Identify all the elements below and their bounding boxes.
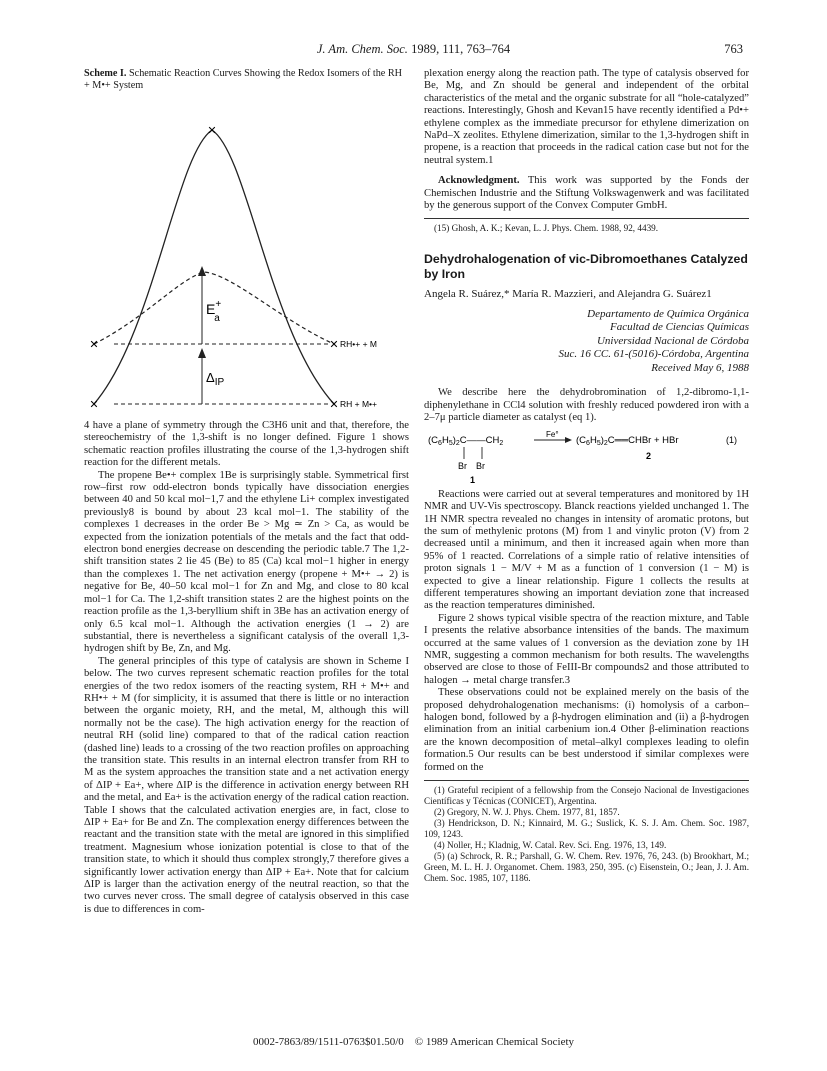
footnote-rule-article — [424, 780, 749, 781]
article-footnote: (3) Hendrickson, D. N.; Kinnaird, M. G.; Suslick, K. S. J. Am. Chem. Soc. 1987, 109, 1243. — [424, 818, 749, 840]
article-paragraph: Reactions were carried out at several temperatures and monitored by 1H NMR and UV-Vis spectroscopy. Blanck reactions yielded unchanged 1. The 1H NMR spectra revealed no changes in intensity of aromatic protons, but the sum of methylenic protons (M) from 1 and vinylic proton (V) from 2 decreased until a minimum, and then it increased again when more than 95% of 1 reacted. Correlations of a simple ratio of relative intensities of proton signals 1 − M/V + M as a function of 1 conversion (1 − M) is expected to give a linear relationship. Figure 1 collects the results at different temperatures showing an important deviation zone that increased as the reaction temperatures diminished. — [424, 488, 749, 612]
eq-arrow-head — [565, 437, 572, 443]
article-authors: Angela R. Suárez,* María R. Mazzieri, and Alejandra G. Suárez1 — [424, 288, 712, 301]
article-footnote: (2) Gregory, N. W. J. Phys. Chem. 1977, 81, 1857. — [434, 807, 620, 818]
journal-year-pages: 1989, 111, 763–764 — [411, 42, 511, 56]
page-footer — [0, 1036, 827, 1048]
right-top-paragraph: plexation energy along the reaction path. The type of catalysis observed for Be, Mg, and Zn should be general and independent of the orbital characteristics of the metal and the organic substrate for all “hole-catalyzed” reactions. Interestingly, Ghosh and Kevan15 have recently identified a Pd•+ ethylene complex as the immediate precursor for ethylene dimerization on NaPd–X zeolites. Ethylene dimerization, similar to the 1,3-hydrogen shift in propene, is a reaction that proceeds in the radical cation case but not for the neutral system.1 — [424, 68, 749, 166]
right-column — [424, 68, 749, 884]
scheme-caption-text: Schematic Reaction Curves Showing the Redox Isomers of the RH + M•+ System — [84, 68, 403, 91]
neutral-reaction-curve — [94, 130, 334, 404]
marker-right-upper: ✕ — [329, 339, 339, 351]
scheme-caption-label: Scheme I. — [84, 68, 127, 79]
equation-1 — [424, 429, 749, 487]
journal-citation — [0, 42, 827, 57]
article-intro: We describe here the dehydrobromination of 1,2-dibromo-1,1-diphenylethane in CCl4 solution with freshly reduced powdered iron with a 2–7μ particle diameter as catalyst (eq 1). — [424, 387, 749, 424]
journal-name: J. Am. Chem. Soc. — [316, 42, 408, 56]
ea-label: E+ a — [206, 299, 222, 324]
acknowledgment-label: Acknowledgment. — [438, 175, 520, 187]
marker-left-lower: ✕ — [89, 399, 99, 411]
article-title: Dehydrohalogenation of vic-Dibromoethanes Catalyzed by Iron — [424, 252, 748, 282]
upper-redox-label: RH•+ + M — [340, 339, 377, 349]
left-paragraph: 4 have a plane of symmetry through the C3H6 unit and that, therefore, the stereochemistry of the 1,3-shift is no longer defined. Figure 1 shows schematic reaction profiles illustrating the course of the 1,3-hydrogen shift reaction for the different metals. — [84, 420, 409, 469]
article-footnote: (4) Noller, H.; Kladnig, W. Catal. Rev. Sci. Eng. 1976, 13, 149. — [434, 840, 667, 851]
affiliation-line: Suc. 16 CC. 61-(5016)-Córdoba, Argentina — [558, 348, 749, 361]
lower-redox-label: RH + M•+ — [340, 399, 377, 409]
page-number: 763 — [724, 42, 743, 56]
received-date: Received May 6, 1988 — [651, 361, 749, 374]
article-paragraph: Figure 2 shows typical visible spectra of the reaction mixture, and Table I presents the relative absorbance intensities of the bands. The maximum occurred at the same values of 1 conversion as the deviation zone by 1H NMR, suggesting a common mechanism for both results. The wavelengths observed are close to those of FeIII-Br compounds2 and those attributed to halogen → metal charge transfer.3 — [424, 612, 749, 686]
affiliation-line: Universidad Nacional de Córdoba — [596, 334, 749, 347]
eq-reactant: $(C_6H_5)_2C——CH_2$ — [428, 434, 504, 447]
left-paragraph: The general principles of this type of catalysis are shown in Scheme I below. The two curves represent schematic reaction profiles for the total energies of the two redox isomers of the reacting system, RH + M•+ and RH•+ + M (for simplicity, it is assumed that there is little or no interaction between the organic moiety, RH, and the metal, M, although this will normally not be the case). The high activation energy for the reaction of neutral RH (solid line) compared to that of the radical cation reaction (dashed line) leads to a crossing of the two reaction profiles on approaching the transition state. This results in an internal electron transfer from RH to M as the system approaches the transition state and a net activation energy of ΔIP + Ea+, where ΔIP is the difference in activation energy between RH and the metal, and Ea+ is the activation energy of the radical cation reaction. Table I shows that the calculated activation energies are, in fact, close to ΔIP + Ea+ for Be and Zn. The complexation energy differences between the reactant and the transition state with the metal are ignored in this simplified treatment. Magnesium whose ionization potential is close to that of the transition state, to which it should thus complex strongly,7 therefore gives a significantly lower activation energy than ΔIP + Ea+. Note that for calcium ΔIP is larger than the activation energy of the neutral reaction, so that the two curves never cross. The small degree of catalysis observed in this case is due to differences in com- — [84, 655, 409, 915]
acknowledgment — [424, 175, 749, 212]
eq-reactant-number: 1 — [470, 474, 476, 485]
eq-product-number: 2 — [646, 450, 652, 461]
left-paragraph: The propene Be•+ complex 1Be is surprisingly stable. Symmetrical first row–first row odd-electron bonds typically have dissociation energies between 40 and 50 kcal mol−1,7 and the ethylene Li+ complex investigated previously8 is bound by about 23 kcal mol−1. The stability of the complexes 1 decreases in the order Be > Mg ≃ Zn > Ca, as would be expected from the ionization potentials of the metals and the fact that odd-electron bond energies decrease on descending the periodic table.7 The 1,2-shift transition states 2 lie 45 (Be) to 85 (Ca) kcal mol−1 higher in energy than the complexes 1. The net activation energy (propene + M•+ → 2) is negative for Be, 40–50 kcal mol−1 for Zn and Mg, and close to 80 kcal mol−1 for Ca. The 1,2-shift transition states 2 are the highest points on the reaction profile as the 1,3-beryllium shift in 3Be has an activation energy of only 6.5 kcal mol−1. Although the activation energies (1 → 2) are substantial, there is nevertheless a significant catalysis of the overall 1,3-hydrogen shift by Be, Zn, and Mg. — [84, 469, 409, 655]
running-head — [0, 42, 827, 58]
footer-code: 0002-7863/89/1511-0763$01.50/0 — [252, 1036, 404, 1048]
eq-catalyst: Fe° — [546, 429, 559, 439]
scheme-caption — [84, 68, 409, 92]
marker-right-lower: ✕ — [329, 399, 339, 411]
footer-copyright: © 1989 American Chemical Society — [414, 1036, 575, 1048]
left-column — [84, 68, 409, 916]
ea-arrow-head — [198, 266, 206, 276]
eq-product: $(C_6H_5)_2C══CHBr$ + HBr — [576, 434, 679, 447]
article-footnote: (1) Grateful recipient of a fellowship from the Consejo Nacional de Investigaciones Científicas y Técnicas (CONICET), Argentina. — [424, 785, 749, 807]
footnote-rule — [424, 218, 749, 219]
scheme-diagram — [84, 94, 409, 416]
dip-label: $\Delta_{IP}$ — [206, 370, 225, 388]
affiliation-line: Facultad de Ciencias Químicas — [609, 321, 749, 334]
affiliation — [424, 308, 749, 376]
footnote-15: (15) Ghosh, A. K.; Kevan, L. J. Phys. Chem. 1988, 92, 4439. — [434, 223, 659, 234]
dip-arrow-head — [198, 348, 206, 358]
article-footnotes — [424, 785, 749, 884]
eq-number: (1) — [726, 434, 737, 445]
crossing-marker-top: ✕ — [207, 125, 217, 137]
article-footnote: (5) (a) Schrock, R. R.; Parshall, G. W. Chem. Rev. 1976, 76, 243. (b) Brookhart, M.; Green, M. L. H. J. Organomet. Chem. 1983, 250, 395. (c) Eisenstein, O.; Jean, J. J. Am. Chem. Soc. 1985, 107, 1186. — [424, 851, 749, 884]
article-paragraph: These observations could not be explained merely on the basis of the proposed dehydrohalogenation mechanisms: (i) homolysis of a carbon–halogen bond, followed by a β-hydrogen elimination and (ii) a β-hydrogen elimination from an initial carbenium ion.4 Other β-elimination reactions are the known decomposition of metal–alkyl complexes leading to olefin formation.5 Our results can be best understood if similar complexes were formed on the — [424, 687, 749, 773]
marker-left-upper: ✕ — [89, 339, 99, 351]
acknowledgment-text: This work was supported by the Fonds der Chemischen Industrie and the Stiftung Volkswagenwerk and was facilitated by the generous support of the Convex Computer GmbH. — [424, 175, 749, 212]
eq-substituent-2: Br — [476, 460, 485, 471]
affiliation-line: Departamento de Química Orgánica — [587, 307, 749, 320]
eq-substituent-1: Br — [458, 460, 467, 471]
